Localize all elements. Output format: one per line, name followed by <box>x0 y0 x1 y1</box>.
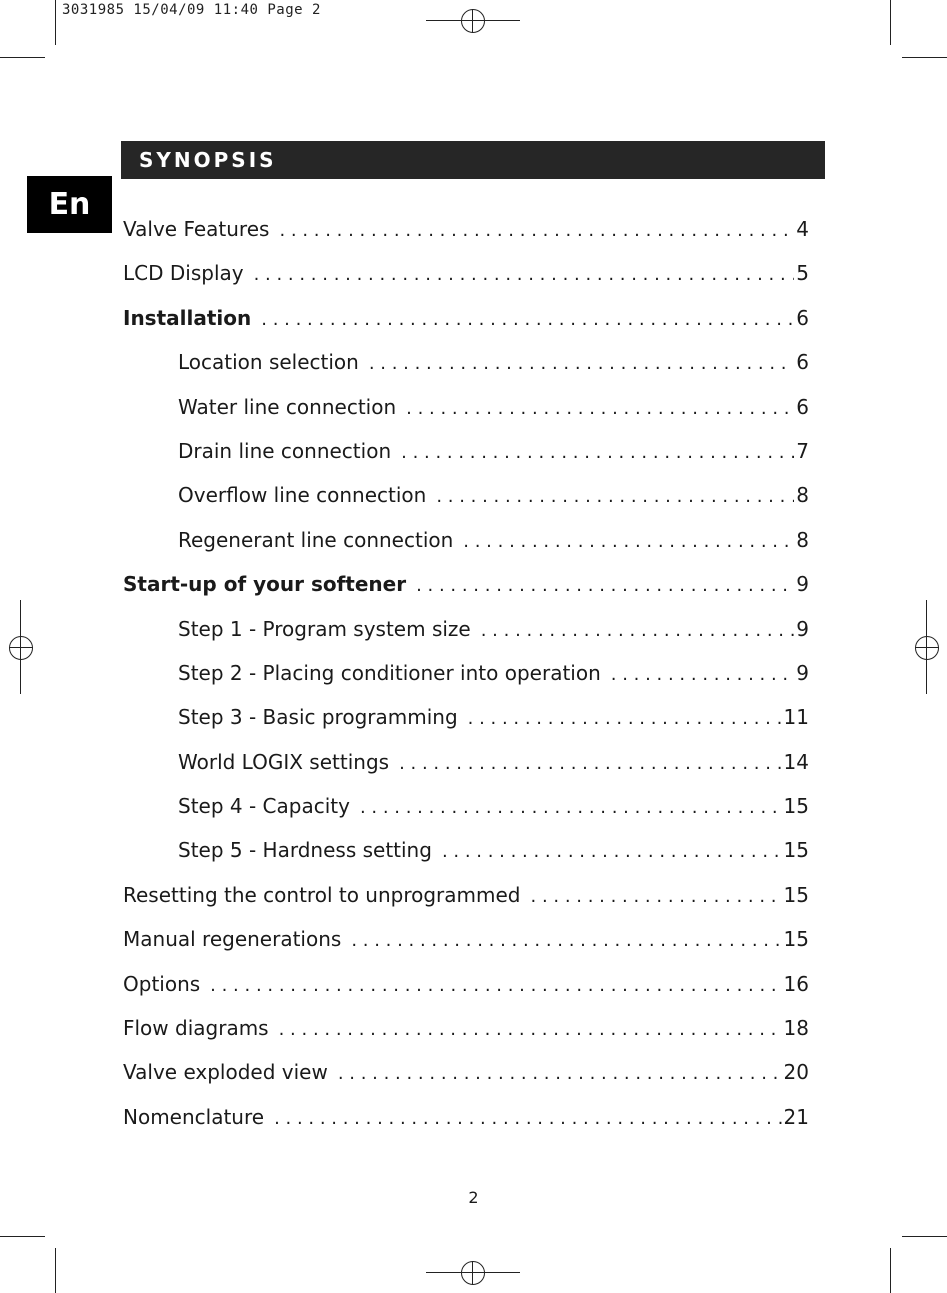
toc-entry[interactable] <box>123 521 809 565</box>
toc-entry-page: 8 <box>796 483 809 508</box>
toc-leader-dots <box>531 878 782 916</box>
toc-entry[interactable] <box>123 876 809 920</box>
toc-entry-page: 9 <box>796 616 809 641</box>
toc-entry-label: Step 5 - Hardness setting <box>178 838 432 863</box>
toc-entry-page: 6 <box>796 394 809 419</box>
crop-mark <box>55 0 56 45</box>
toc-entry[interactable] <box>123 210 809 254</box>
toc-entry-label: Installation <box>123 305 252 330</box>
toc-entry-page: 16 <box>783 971 809 996</box>
toc-leader-dots <box>611 656 795 694</box>
toc-leader-dots <box>360 789 782 827</box>
toc-entry[interactable] <box>123 476 809 520</box>
toc-entry[interactable] <box>123 1053 809 1097</box>
toc-entry-label: World LOGIX settings <box>178 749 390 774</box>
toc-entry[interactable] <box>123 965 809 1009</box>
toc-entry-label: Manual regenerations <box>123 927 342 952</box>
toc-entry-label: Location selection <box>178 350 359 375</box>
print-slug: 3031985 15/04/09 11:40 Page 2 <box>62 2 321 18</box>
toc-entry[interactable] <box>123 299 809 343</box>
toc-entry[interactable] <box>123 920 809 964</box>
crop-mark <box>902 57 947 58</box>
toc-leader-dots <box>399 745 781 783</box>
toc-entry-label: Regenerant line connection <box>178 527 454 552</box>
language-tab: En <box>27 176 112 233</box>
table-of-contents <box>123 210 809 1142</box>
toc-entry-page: 6 <box>796 350 809 375</box>
crop-mark <box>890 0 891 45</box>
toc-entry-page: 9 <box>796 572 809 597</box>
toc-entry[interactable] <box>123 1009 809 1053</box>
toc-entry-label: Step 1 - Program system size <box>178 616 471 641</box>
toc-leader-dots <box>369 345 794 383</box>
toc-entry-page: 15 <box>783 794 809 819</box>
toc-leader-dots <box>481 612 795 650</box>
toc-entry[interactable] <box>123 254 809 298</box>
toc-entry[interactable] <box>123 565 809 609</box>
toc-entry[interactable] <box>123 654 809 698</box>
toc-leader-dots <box>406 390 794 428</box>
toc-entry-label: Start-up of your softener <box>123 572 407 597</box>
toc-entry-label: Drain line connection <box>178 438 392 463</box>
toc-entry-page: 14 <box>783 749 809 774</box>
toc-leader-dots <box>468 700 782 738</box>
toc-leader-dots <box>274 1100 781 1138</box>
toc-leader-dots <box>442 833 782 871</box>
toc-entry-label: Resetting the control to unprogrammed <box>123 882 521 907</box>
toc-leader-dots <box>338 1055 782 1093</box>
toc-entry-label: LCD Display <box>123 261 244 286</box>
toc-entry-page: 18 <box>783 1016 809 1041</box>
toc-entry[interactable] <box>123 432 809 476</box>
toc-entry-label: Nomenclature <box>123 1104 265 1129</box>
toc-entry[interactable] <box>123 1098 809 1142</box>
toc-entry[interactable] <box>123 743 809 787</box>
toc-entry-label: Step 2 - Placing conditioner into operation <box>178 660 601 685</box>
toc-entry-page: 9 <box>796 660 809 685</box>
toc-leader-dots <box>279 1011 782 1049</box>
page-number: 2 <box>468 1188 479 1207</box>
toc-entry-page: 5 <box>796 261 809 286</box>
toc-entry-label: Step 3 - Basic programming <box>178 705 458 730</box>
toc-entry-page: 6 <box>796 305 809 330</box>
toc-entry[interactable] <box>123 610 809 654</box>
toc-leader-dots <box>401 434 794 472</box>
registration-mark-icon <box>461 1261 485 1285</box>
toc-entry[interactable] <box>123 831 809 875</box>
toc-entry-label: Valve exploded view <box>123 1060 328 1085</box>
toc-entry-page: 7 <box>796 438 809 463</box>
toc-entry-page: 8 <box>796 527 809 552</box>
toc-leader-dots <box>436 478 794 516</box>
toc-entry-label: Options <box>123 971 201 996</box>
toc-leader-dots <box>351 922 781 960</box>
toc-entry-label: Step 4 - Capacity <box>178 794 350 819</box>
toc-leader-dots <box>463 523 794 561</box>
registration-mark-icon <box>9 636 33 660</box>
crop-mark <box>55 1248 56 1293</box>
toc-entry[interactable] <box>123 787 809 831</box>
toc-entry-page: 20 <box>783 1060 809 1085</box>
crop-mark <box>902 1236 947 1237</box>
toc-entry-page: 15 <box>783 882 809 907</box>
toc-entry-label: Flow diagrams <box>123 1016 269 1041</box>
registration-mark-icon <box>461 9 485 33</box>
toc-leader-dots <box>416 567 794 605</box>
toc-leader-dots <box>254 256 795 294</box>
toc-entry[interactable] <box>123 698 809 742</box>
registration-mark-icon <box>915 636 939 660</box>
toc-entry-page: 21 <box>783 1104 809 1129</box>
crop-mark <box>890 1248 891 1293</box>
crop-mark <box>0 1236 45 1237</box>
toc-entry-label: Valve Features <box>123 217 270 241</box>
toc-leader-dots <box>210 967 781 1005</box>
toc-entry-page: 15 <box>783 927 809 952</box>
toc-leader-dots <box>261 301 794 339</box>
toc-entry-label: Water line connection <box>178 394 397 419</box>
toc-entry[interactable] <box>123 343 809 387</box>
toc-entry-label: Overflow line connection <box>178 483 427 508</box>
synopsis-header: SYNOPSIS <box>121 141 825 179</box>
toc-entry-page: 4 <box>796 217 809 241</box>
toc-entry-page: 11 <box>783 705 809 730</box>
toc-entry[interactable] <box>123 388 809 432</box>
crop-mark <box>0 57 45 58</box>
toc-leader-dots <box>279 212 794 250</box>
toc-entry-page: 15 <box>783 838 809 863</box>
